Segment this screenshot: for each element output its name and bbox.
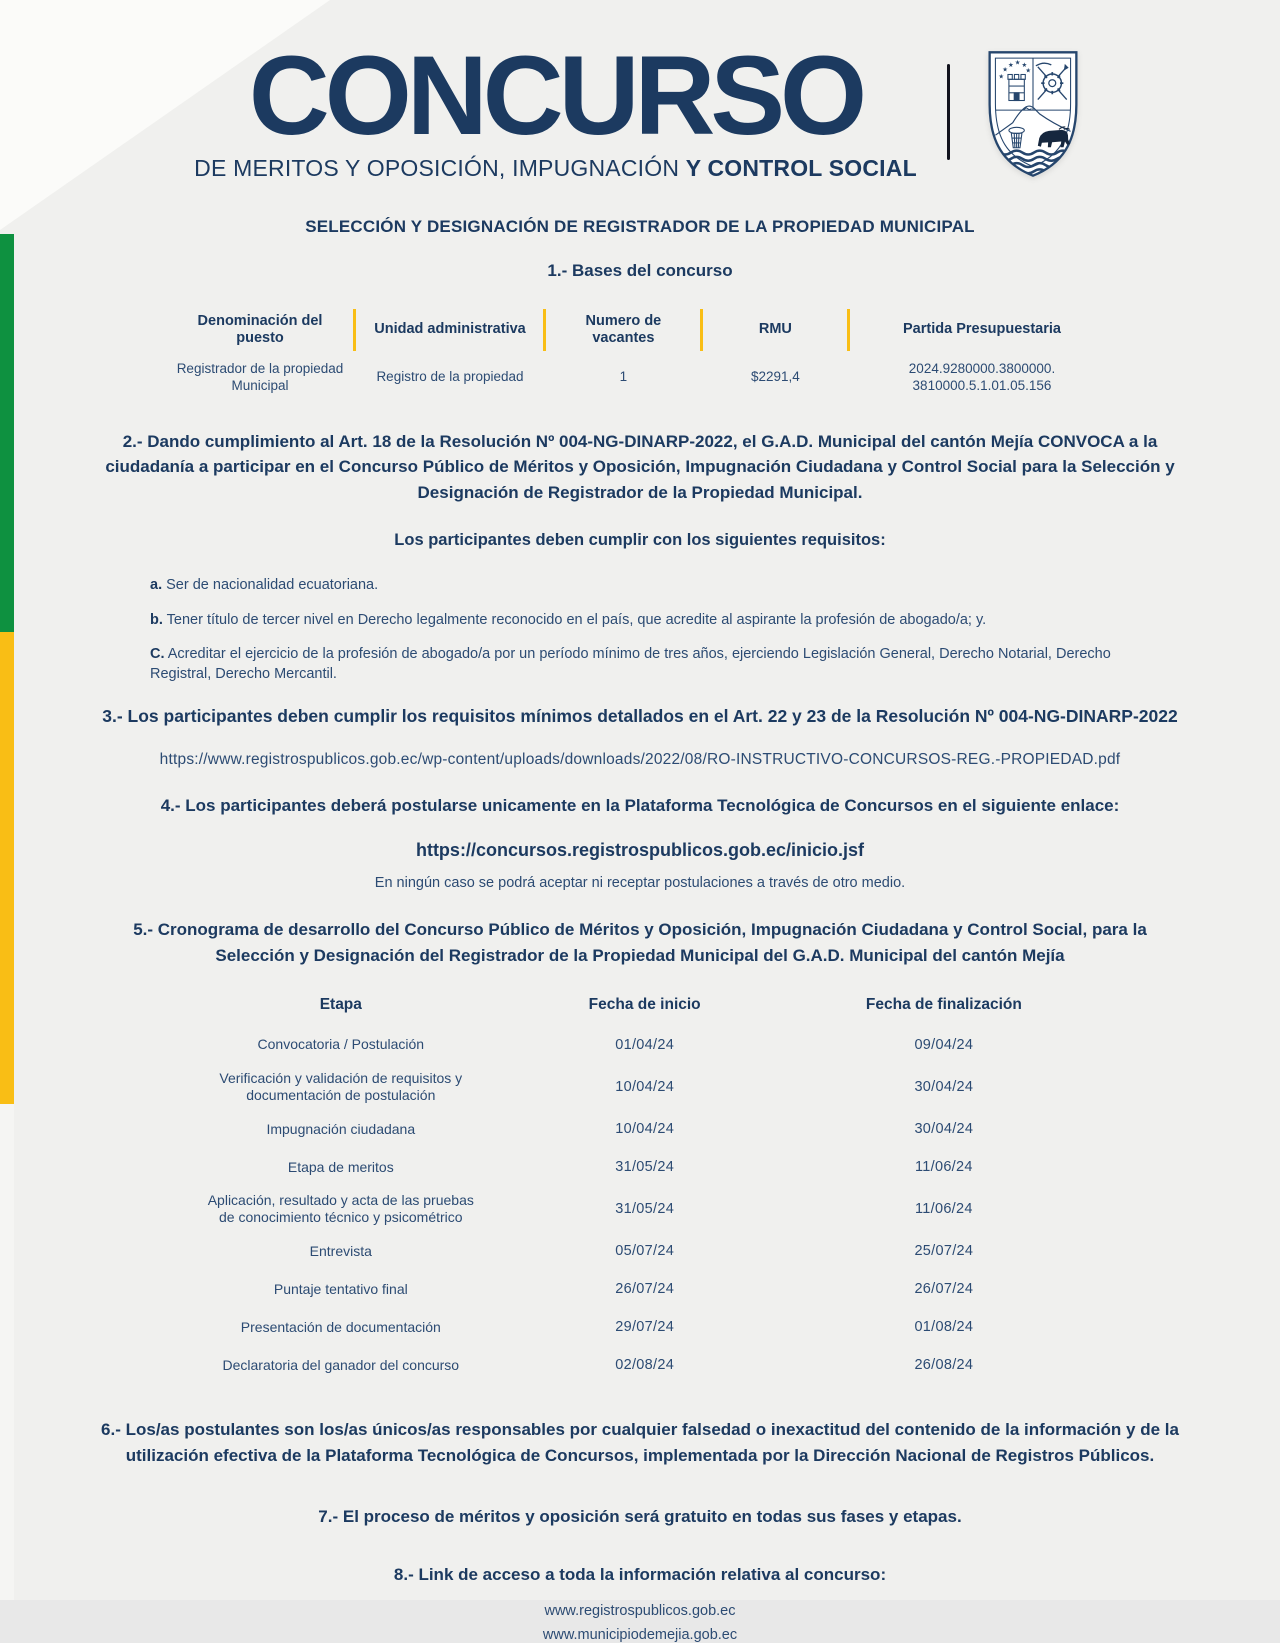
table-row <box>173 1238 1108 1263</box>
table-row <box>173 1032 1108 1057</box>
left-stripe-green <box>0 234 14 632</box>
bases-table <box>165 307 1115 395</box>
requirement-text: Tener título de tercer nivel en Derecho legalmente reconocido en el país, que acredite al aspirante la profesión de abogado/a; y. <box>166 611 987 628</box>
page-title: CONCURSO <box>248 33 863 158</box>
table-row <box>173 1116 1108 1141</box>
table-row <box>173 1314 1108 1339</box>
section-2-text: 2.- Dando cumplimiento al Art. 18 de la Resolución Nº 004-NG-DINARP-2022, el G.A.D. Municipal del cantón Mejía CONVOCA a la ciudadanía a participar en el Concurso Público de Méritos y Oposición, Impugnación Ciudadana y Control Social para la Selección y Designación de Registrador de la Propiedad Municipal. <box>105 431 1175 502</box>
requirement-item <box>150 645 1150 684</box>
requirement-item <box>150 611 1150 631</box>
page-subtitle <box>194 155 917 182</box>
section-1-heading: 1.- Bases del concurso <box>547 261 733 280</box>
cell-fecha-fin: 11/06/24 <box>914 1158 973 1175</box>
cell-fecha-inicio: 29/07/24 <box>615 1318 675 1335</box>
table-row <box>173 1070 1108 1103</box>
section-4-text: 4.- Los participantes deberá postularse unicamente en la Plataforma Tecnológica de Concursos en el siguiente enlace: <box>160 795 1120 815</box>
cell-fecha-fin: 26/08/24 <box>914 1356 974 1373</box>
svg-text:★: ★ <box>998 73 1004 81</box>
requirement-text: Ser de nacionalidad ecuatoriana. <box>166 577 379 594</box>
instructivo-pdf-link[interactable] <box>0 751 1280 769</box>
cell-fecha-inicio: 31/05/24 <box>615 1158 675 1175</box>
document-title: SELECCIÓN Y DESIGNACIÓN DE REGISTRADOR DE LA PROPIEDAD MUNICIPAL <box>305 217 975 236</box>
left-stripe-yellow <box>0 632 14 1104</box>
left-stripe-pale <box>0 1104 14 1600</box>
municipal-coat-of-arms-icon <box>980 46 1086 187</box>
cell-fecha-inicio: 01/04/24 <box>615 1036 675 1053</box>
platform-link[interactable] <box>0 840 1280 861</box>
table-row <box>173 1352 1108 1377</box>
section-8-text: 8.- Link de acceso a toda la información relativa al concurso: <box>393 1564 887 1584</box>
cell-unidad: Registro de la propiedad <box>376 369 524 385</box>
cell-fecha-inicio: 31/05/24 <box>615 1200 675 1217</box>
cronograma-table <box>173 996 1108 1377</box>
subtitle-bold: Y CONTROL SOCIAL <box>685 155 917 182</box>
column-header: RMU <box>702 307 849 353</box>
cell-fecha-inicio: 26/07/24 <box>615 1280 675 1297</box>
requirements-list <box>150 576 1150 684</box>
requirements-intro: Los participantes deben cumplir con los siguientes requisitos: <box>394 531 886 550</box>
table-row <box>173 1192 1108 1225</box>
svg-text:★: ★ <box>1007 61 1014 69</box>
cell-fecha-fin: 30/04/24 <box>914 1120 974 1137</box>
cell-fecha-inicio: 10/04/24 <box>615 1078 675 1095</box>
subtitle-regular: DE MERITOS Y OPOSICIÓN, IMPUGNACIÓN <box>194 155 686 182</box>
cell-etapa: Verificación y validación de requisitos y documentación de postulación <box>219 1070 463 1103</box>
cell-rmu: $2291,4 <box>750 369 800 385</box>
section-6-text: 6.- Los/as postulantes son los/as únicos/as responsables por cualquier falsedad o inexactitud del contenido de la información y de la utilización efectiva de la Plataforma Tecnológica de Concursos, implementada por la Dirección Nacional de Registros Públicos. <box>101 1420 1179 1465</box>
section-5-text: 5.- Cronograma de desarrollo del Concurso Público de Méritos y Oposición, Impugnación Ciudadana y Control Social, para la Selección y Designación del Registrador de la Propiedad Municipal del G.A.D. Municipal del cantón Mejía <box>133 920 1147 965</box>
cell-etapa: Entrevista <box>309 1242 372 1259</box>
requirement-label: b. <box>150 611 163 628</box>
cell-etapa: Declaratoria del ganador del concurso <box>222 1356 460 1373</box>
cell-etapa: Convocatoria / Postulación <box>257 1036 425 1053</box>
cell-etapa: Aplicación, resultado y acta de las pruebas de conocimiento técnico y psicométrico <box>207 1192 474 1225</box>
section-3-text: 3.- Los participantes deben cumplir los requisitos mínimos detallados en el Art. 22 y 23 de la Resolución Nº 004-NG-DINARP-2022 <box>102 705 1178 726</box>
section-7-text: 7.- El proceso de méritos y oposición será gratuito en todas sus fases y etapas. <box>318 1507 962 1527</box>
column-header-fin: Fecha de finalización <box>865 996 1022 1014</box>
column-header: Denominación del puesto <box>165 307 355 353</box>
cell-etapa: Presentación de documentación <box>240 1318 441 1335</box>
column-header: Unidad administrativa <box>355 307 545 353</box>
cell-partida <box>849 361 1115 395</box>
column-header-inicio: Fecha de inicio <box>588 996 701 1014</box>
cell-etapa: Impugnación ciudadana <box>266 1120 416 1137</box>
table-row <box>173 1154 1108 1179</box>
cell-vacantes: 1 <box>619 369 628 385</box>
footer-url-1[interactable]: www.registrospublicos.gob.ec <box>544 1603 736 1620</box>
header-divider <box>947 64 950 160</box>
cell-fecha-fin: 01/08/24 <box>914 1318 974 1335</box>
cell-etapa: Etapa de meritos <box>287 1158 394 1175</box>
instructivo-pdf-url[interactable]: https://www.registrospublicos.gob.ec/wp-content/uploads/downloads/2022/08/RO-INSTRUCTIVO-CONCURSOS-REG.-PROPIEDAD.pdf <box>159 750 1121 768</box>
svg-text:★: ★ <box>1002 66 1008 74</box>
bases-table-value-row <box>165 361 1115 395</box>
cell-fecha-inicio: 10/04/24 <box>615 1120 675 1137</box>
cell-fecha-fin: 26/07/24 <box>914 1280 974 1297</box>
column-header: Numero de vacantes <box>545 307 702 353</box>
svg-text:★: ★ <box>1021 61 1027 69</box>
requirement-text: Acreditar el ejercicio de la profesión de abogado/a por un período mínimo de tres años, ejerciendo Legislación General, Derecho Notarial, Derecho Registral, Derecho Mercantil. <box>150 646 1111 682</box>
cell-fecha-fin: 30/04/24 <box>914 1078 974 1095</box>
footer-link-municipiodemejia[interactable] <box>0 1627 1280 1643</box>
bases-table-header-row <box>165 307 1115 353</box>
column-header: Partida Presupuestaria <box>903 321 1061 338</box>
requirement-label: C. <box>150 646 165 663</box>
cell-etapa: Puntaje tentativo final <box>273 1280 408 1297</box>
partida-line-2: 3810000.5.1.01.05.156 <box>912 377 1052 393</box>
cell-fecha-inicio: 02/08/24 <box>615 1356 675 1373</box>
partida-line-1: 2024.9280000.3800000. <box>908 361 1056 376</box>
requirement-label: a. <box>150 577 163 594</box>
footer-link-registrospublicos[interactable] <box>0 1603 1280 1619</box>
header <box>0 0 1280 187</box>
cell-fecha-fin: 11/06/24 <box>914 1200 973 1217</box>
table-row <box>173 1276 1108 1301</box>
column-header-etapa: Etapa <box>319 996 362 1014</box>
section-4-note: En ningún caso se podrá aceptar ni receptar postulaciones a través de otro medio. <box>374 875 906 892</box>
cell-fecha-fin: 09/04/24 <box>914 1036 974 1053</box>
requirement-item <box>150 576 1150 596</box>
cell-denominacion: Registrador de la propiedad Municipal <box>176 361 344 393</box>
svg-text:★: ★ <box>1025 67 1031 75</box>
cell-fecha-fin: 25/07/24 <box>914 1242 974 1259</box>
footer-url-2[interactable]: www.municipiodemejia.gob.ec <box>542 1627 738 1643</box>
cell-fecha-inicio: 05/07/24 <box>615 1242 675 1259</box>
svg-text:★: ★ <box>1014 59 1021 67</box>
title-block <box>194 33 917 182</box>
platform-url[interactable]: https://concursos.registrospublicos.gob.ec/inicio.jsf <box>415 840 865 861</box>
cronograma-header-row <box>173 996 1108 1014</box>
